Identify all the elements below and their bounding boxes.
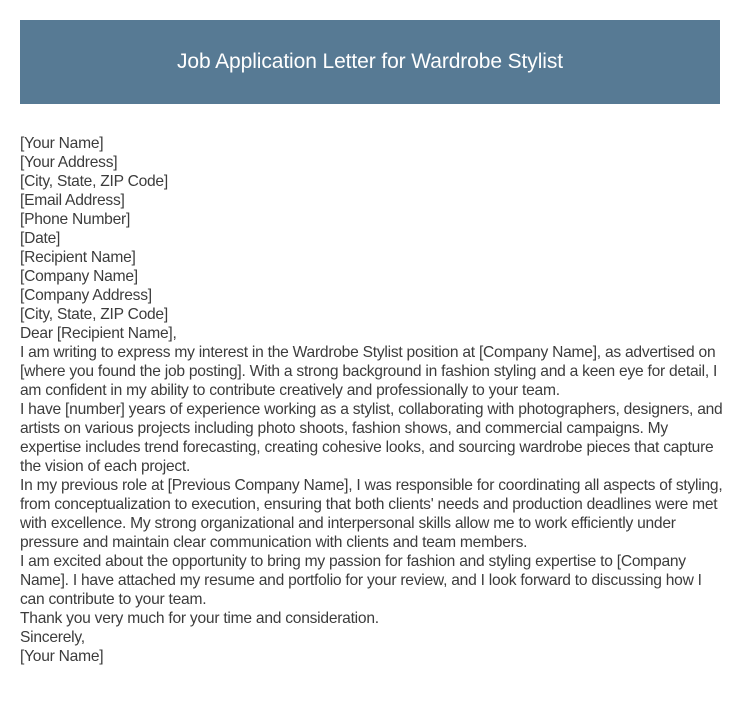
page-title: Job Application Letter for Wardrobe Stylist bbox=[177, 50, 563, 73]
closing: Sincerely, bbox=[20, 629, 85, 646]
recipient-city-state-zip: [City, State, ZIP Code] bbox=[20, 306, 168, 323]
paragraph-thanks: Thank you very much for your time and consideration. bbox=[20, 610, 379, 627]
paragraph-previous-role: In my previous role at [Previous Company Name], I was responsible for coordinating all aspects of styling, from conceptualization to execution, ensuring that both clients' needs and production deadlines were met with excellence. My strong organizational and interpersonal skills allow me to work efficiently under pressure and maintain clear communication with clients and team members. bbox=[20, 477, 723, 551]
salutation: Dear [Recipient Name], bbox=[20, 325, 177, 342]
sender-city-state-zip: [City, State, ZIP Code] bbox=[20, 173, 168, 190]
sender-name: [Your Name] bbox=[20, 135, 104, 152]
paragraph-introduction: I am writing to express my interest in the Wardrobe Stylist position at [Company Name], as advertised on [where you found the job posting]. With a strong background in fashion styling and a keen eye for detail, I am confident in my ability to contribute creatively and professionally to your team. bbox=[20, 344, 718, 399]
sender-phone: [Phone Number] bbox=[20, 211, 131, 228]
recipient-company: [Company Name] bbox=[20, 268, 138, 285]
letter-header-banner bbox=[20, 20, 720, 104]
paragraph-experience: I have [number] years of experience working as a stylist, collaborating with photographers, designers, and artists on various projects including photo shoots, fashion shows, and commercial campaigns. My expertise includes trend forecasting, creating cohesive looks, and sourcing wardrobe pieces that capture the vision of each project. bbox=[20, 401, 723, 475]
sender-email: [Email Address] bbox=[20, 192, 125, 209]
signature: [Your Name] bbox=[20, 648, 104, 665]
recipient-name: [Recipient Name] bbox=[20, 249, 136, 266]
recipient-company-address: [Company Address] bbox=[20, 287, 152, 304]
letter-date: [Date] bbox=[20, 230, 61, 247]
sender-address: [Your Address] bbox=[20, 154, 118, 171]
paragraph-closing-interest: I am excited about the opportunity to bring my passion for fashion and styling expertise to [Company Name]. I have attached my resume and portfolio for your review, and I look forward to discussing how I can contribute to your team. bbox=[20, 553, 702, 608]
letter-body bbox=[20, 134, 725, 666]
